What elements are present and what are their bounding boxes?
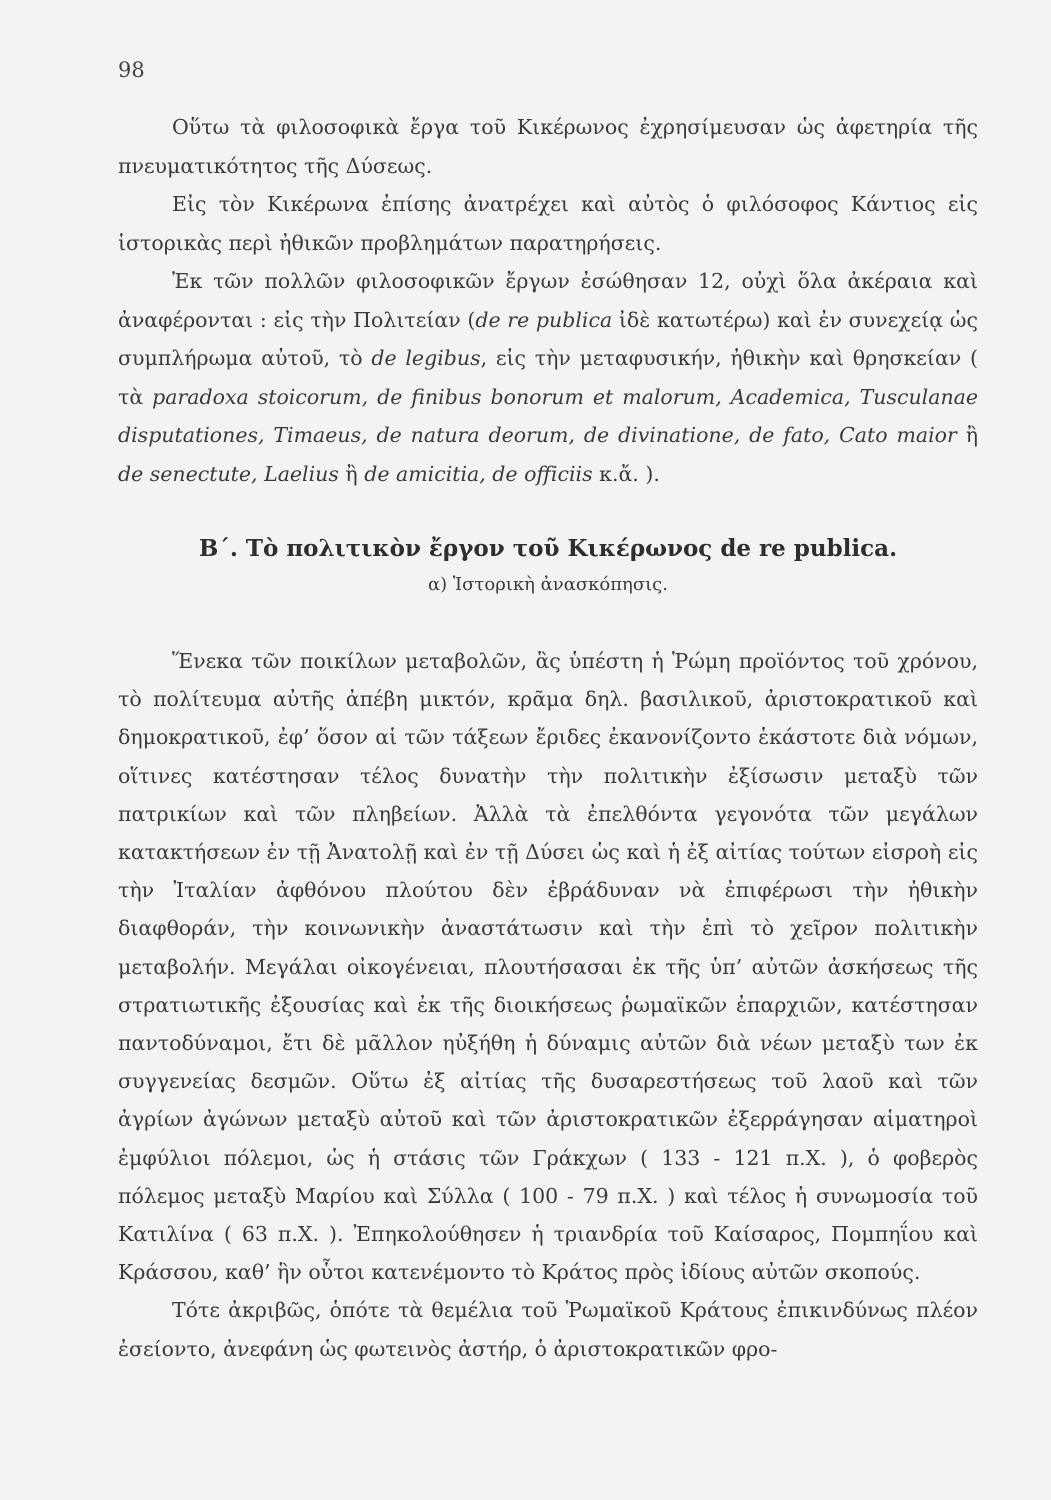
works-text-1: Ἐκ τῶν πολλῶν φιλοσοφικῶν ἔργων ἐσώθησαν 12, οὐχὶ ὅλα ἀκέραια καὶ ἀναφέρονται : εἰς τὴν Πολιτείαν ( [118,269,978,332]
intro-paragraph-1: Οὕτω τὰ φιλοσοφικὰ ἔργα τοῦ Κικέρωνος ἐχρησίμευσαν ὡς ἀφετηρία τῆς πνευματικότητος τῆς Δύσεως. [118,115,978,178]
work-titles-senectute: de senectute, Laelius [118,461,339,486]
section-subheading: α) Ἱστορικὴ ἀνασκόπησις. [428,574,668,595]
section-header [118,532,978,600]
section-heading: Β΄. Τὸ πολιτικὸν ἔργον τοῦ Κικέρωνος de re publica. [198,535,898,562]
works-text-5: ἢ [338,461,365,486]
work-title-de-legibus: de legibus [371,346,481,370]
section-body [118,642,978,1368]
section-paragraph-2: Τότε ἀκριβῶς, ὁπότε τὰ θεμέλια τοῦ Ῥωμαϊκοῦ Κράτους ἐπικινδύνως πλέον ἐσείοντο, ἀνεφάνη ὡς φωτεινὸς ἀστήρ, ὁ ἀριστοκρατικῶν φρο- [118,1298,978,1361]
intro-paragraph-3 [118,262,978,493]
works-text-3: , εἰς τὴν μεταφυσικήν, ἠθικὴν καὶ θρησκείαν ( τὰ [118,346,978,409]
work-titles-amicitia: de amicitia, de officiis [364,461,593,486]
page-number: 98 [118,58,145,82]
work-titles-list: paradoxa stoicorum, de finibus bonorum et malorum, Academica, Tusculanae disputationes, Timaeus, de natura deorum, de divinatione, de fato, Cato maior [118,384,979,447]
works-text-4: ἢ [956,423,978,447]
works-text-2: ἰδὲ κατωτέρω) καὶ ἐν συνεχείᾳ ὡς συμπλήρωμα αὐτοῦ, τὸ [118,307,978,370]
intro-paragraph-2: Εἰς τὸν Κικέρωνα ἐπίσης ἀνατρέχει καὶ αὐτὸς ὁ φιλόσοφος Κάντιος εἰς ἱστορικὰς περὶ ἠθικῶν προβλημάτων παρατηρήσεις. [118,192,978,255]
section-paragraph-1: Ἕνεκα τῶν ποικίλων μεταβολῶν, ἃς ὑπέστη ἡ Ῥώμη προϊόντος τοῦ χρόνου, τὸ πολίτευμα αὐτῆς ἀπέβη μικτόν, κρᾶμα δηλ. βασιλικοῦ, ἀριστοκρατικοῦ καὶ δημοκρατικοῦ, ἐφ’ ὅσον αἱ τῶν τάξεων ἔριδες ἐκανονίζοντο ἑκάστοτε διὰ νόμων, οἵτινες κατέστησαν τέλος δυνατὴν τὴν πολιτικὴν ἐξίσωσιν μεταξὺ τῶν πατρικίων καὶ τῶν πληβείων. Ἀλλὰ τὰ ἐπελθόντα γεγονότα τῶν μεγάλων κατακτήσεων ἐν τῇ Ἀνατολῇ καὶ ἐν τῇ Δύσει ὡς καὶ ἡ ἐξ αἰτίας τούτων εἰσροὴ εἰς τὴν Ἰταλίαν ἀφθόνου πλούτου δὲν ἐβράδυναν νὰ ἐπιφέρωσι τὴν ἠθικὴν διαφθοράν, τὴν κοινωνικὴν ἀναστάτωσιν καὶ τὴν ἐπὶ τὸ χεῖρον πολιτικὴν μεταβολήν. Μεγάλαι οἰκογένειαι, πλουτήσασαι ἐκ τῆς ὑπ’ αὐτῶν ἀσκήσεως τῆς στρατιωτικῆς ἐξουσίας καὶ ἐκ τῆς διοικήσεως ῥωμαϊκῶν ἐπαρχιῶν, κατέστησαν παντοδύναμοι, ἔτι δὲ μᾶλλον ηὐξήθη ἡ δύναμις αὐτῶν διὰ νέων μεταξὺ των ἐκ συγγενείας δεσμῶν. Οὕτω ἐξ αἰτίας τῆς δυσαρεστήσεως τοῦ λαοῦ καὶ τῶν ἀγρίων ἀγώνων μεταξὺ αὐτοῦ καὶ τῶν ἀριστοκρατικῶν ἐξερράγησαν αἱματηροὶ ἐμφύλιοι πόλεμοι, ὡς ἡ στάσις τῶν Γράκχων ( 133 - 121 π.Χ. ), ὁ φοβερὸς πόλεμος μεταξὺ Μαρίου καὶ Σύλλα ( 100 - 79 π.Χ. ) καὶ τέλος ἡ συνωμοσία τοῦ Κατιλίνα ( 63 π.Χ. ). Ἐπηκολούθησεν ἡ τριανδρία τοῦ Καίσαρος, Πομπηΐου καὶ Κράσσου, καθ’ ἣν οὗτοι κατενέμοντο τὸ Κράτος πρὸς ἰδίους αὐτῶν σκοπούς. [118,649,978,1285]
intro-text [118,108,978,493]
work-title-de-re-publica: de re publica [475,307,613,332]
works-text-6: κ.ἄ. ). [592,461,660,486]
